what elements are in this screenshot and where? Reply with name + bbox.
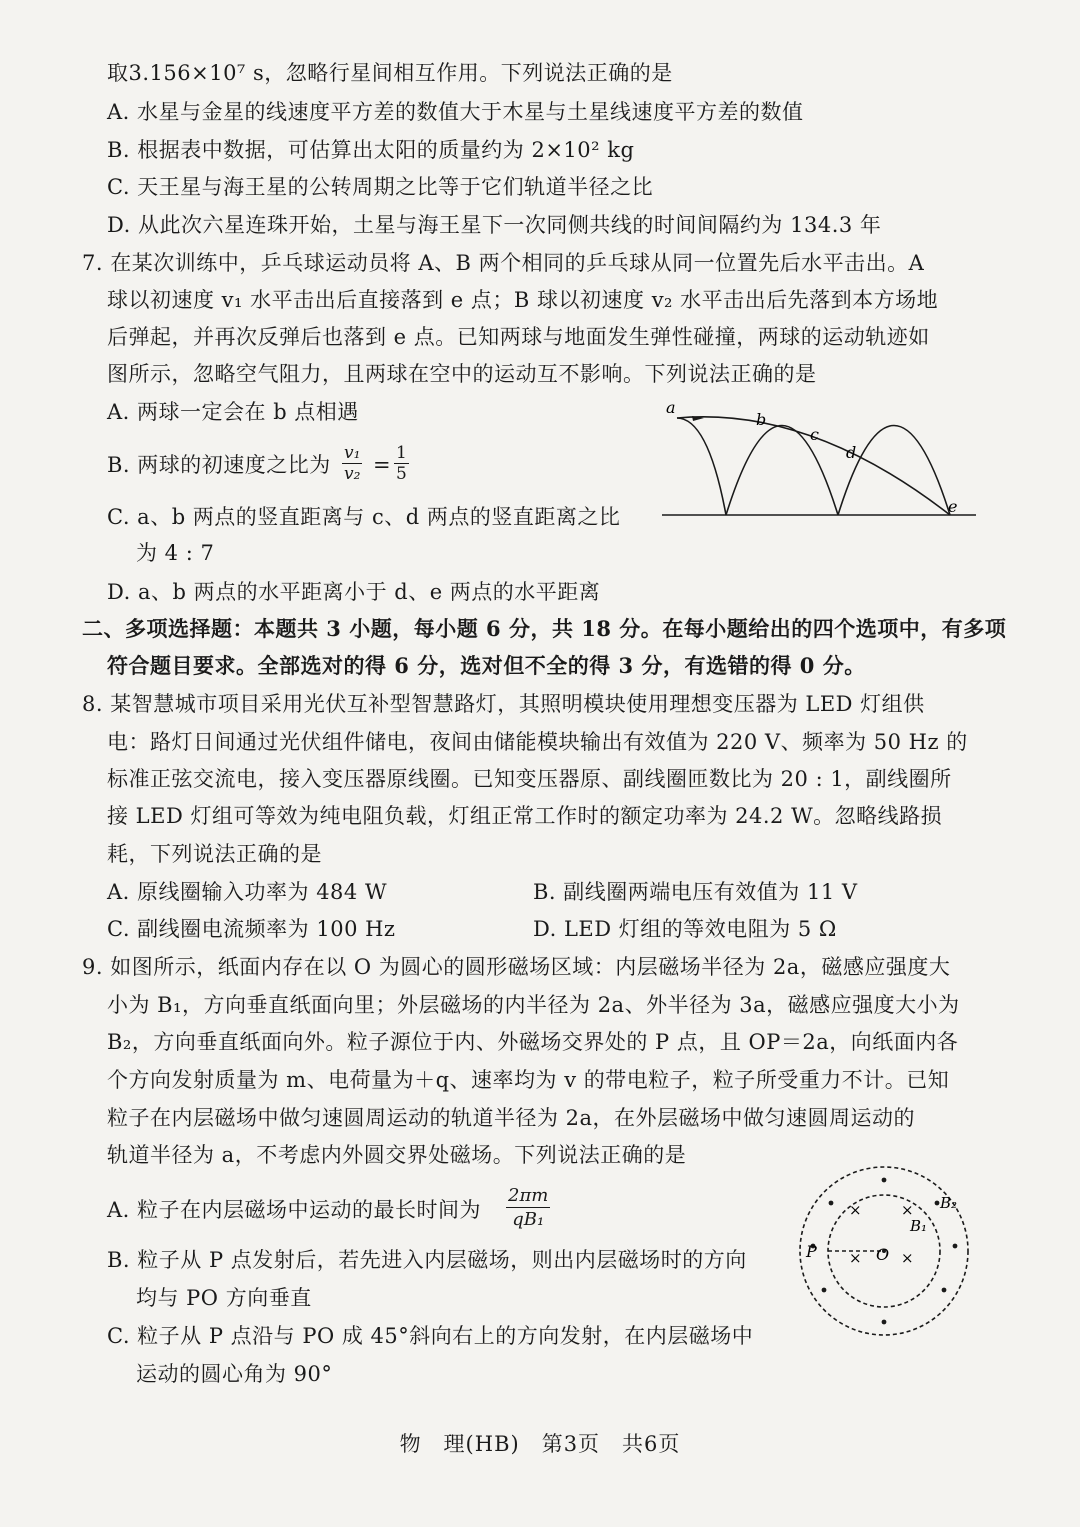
label-c: c [810,425,819,444]
q9-option-b-2: 均与 PO 方向垂直 [136,1286,312,1310]
q9-magnetic-field-figure [786,1140,982,1336]
fraction-denominator: v₂ [344,464,361,484]
q7-option-c-2: 为 4 : 7 [136,541,215,565]
label-b1: B₁ [910,1217,928,1235]
cross-mark: × [901,1201,914,1219]
section-two-heading-2: 符合题目要求。全部选对的得 6 分，选对但不全的得 3 分，有选错的得 0 分。 [107,653,866,678]
fraction-numerator: 2πm [508,1185,549,1206]
fraction-v1-v2 [342,443,362,484]
q7-option-c-1: C. a、b 两点的竖直距离与 c、d 两点的竖直距离之比 [107,505,621,529]
q6-option-b: B. 根据表中数据，可估算出太阳的质量约为 2×10² kg [107,138,635,162]
q8-stem-3: 标准正弦交流电，接入变压器原线圈。已知变压器原、副线圈匝数比为 20 : 1，副线圈所 [107,767,952,791]
page-footer: 物 理(HB) 第3页 共6页 [399,1432,681,1456]
label-e: e [948,497,958,516]
q7-stem-1: 7. 在某次训练中，乒乓球运动员将 A、B 两个相同的乒乓球从同一位置先后水平击出。A [82,251,925,275]
q7-trajectory-figure [660,396,980,524]
fraction-numerator: 1 [396,443,407,463]
section-two-heading-1: 二、多项选择题：本题共 3 小题，每小题 6 分，共 18 分。在每小题给出的四个选项中，有多项 [82,616,1007,641]
q7-stem-4: 图所示，忽略空气阻力，且两球在空中的运动互不影响。下列说法正确的是 [107,362,817,386]
label-a: a [666,398,676,417]
q8-stem-2: 电：路灯日间通过光伏组件储电，夜间由储能模块输出有效值为 220 V、频率为 50 Hz 的 [107,730,968,754]
q7-option-d: D. a、b 两点的水平距离小于 d、e 两点的水平距离 [107,580,601,604]
q7-stem-3: 后弹起，并再次反弹后也落到 e 点。已知两球与地面发生弹性碰撞，两球的运动轨迹如 [107,325,930,349]
q9-option-a: A. 粒子在内层磁场中运动的最长时间为 [107,1198,482,1222]
fraction-2pim-qb1 [506,1184,550,1231]
q9-stem-4: 个方向发射质量为 m、电荷量为＋q、速率均为 v 的带电粒子，粒子所受重力不计。已知 [107,1068,950,1092]
cross-mark: × [849,1201,862,1219]
fraction-1-5 [394,443,409,484]
q7-option-b: B. 两球的初速度之比为 [107,453,331,477]
q8-stem-5: 耗，下列说法正确的是 [107,842,322,866]
label-d: d [846,443,857,462]
label-b2: B₂ [940,1194,958,1212]
label-p: P [806,1242,817,1261]
ball-b-first-arc [677,418,726,515]
q9-option-c-1: C. 粒子从 P 点沿与 PO 成 45°斜向右上的方向发射，在内层磁场中 [107,1324,754,1348]
q8-stem-1: 8. 某智慧城市项目采用光伏互补型智慧路灯，其照明模块使用理想变压器为 LED 灯组供 [82,692,925,716]
fraction-numerator: v₁ [344,443,361,463]
cross-mark: × [849,1249,862,1267]
q6-option-c: C. 天王星与海王星的公转周期之比等于它们轨道半径之比 [107,175,654,199]
q7-stem-2: 球以初速度 v₁ 水平击出后直接落到 e 点；B 球以初速度 v₂ 水平击出后先落到本方场地 [107,288,939,312]
line-1: 取3.156×10⁷ s，忽略行星间相互作用。下列说法正确的是 [107,61,673,85]
q8-option-d: D. LED 灯组的等效电阻为 5 Ω [533,917,837,941]
cross-mark: × [901,1249,914,1267]
q7-option-a: A. 两球一定会在 b 点相遇 [107,400,359,424]
q8-option-a: A. 原线圈输入功率为 484 W [107,880,388,904]
fraction-denominator: 5 [396,464,407,484]
label-o: O [876,1245,890,1264]
equals-sign: = [373,453,392,477]
q8-option-c: C. 副线圈电流频率为 100 Hz [107,917,396,941]
label-b: b [756,410,767,429]
q9-stem-5: 粒子在内层磁场中做匀速圆周运动的轨道半径为 2a，在外层磁场中做匀速圆周运动的 [107,1106,916,1130]
q6-option-a: A. 水星与金星的线速度平方差的数值大于木星与土星线速度平方差的数值 [107,100,804,124]
q8-stem-4: 接 LED 灯组可等效为纯电阻负载，灯组正常工作时的额定功率为 24.2 W。忽略线路损 [107,804,943,828]
q9-option-b-1: B. 粒子从 P 点发射后，若先进入内层磁场，则出内层磁场时的方向 [107,1248,747,1272]
q9-option-c-2: 运动的圆心角为 90° [136,1362,333,1386]
q9-stem-3: B₂，方向垂直纸面向外。粒子源位于内、外磁场交界处的 P 点，且 OP＝2a，向纸面内各 [107,1030,959,1054]
q8-option-b: B. 副线圈两端电压有效值为 11 V [533,880,858,904]
q6-option-d: D. 从此次六星连珠开始，土星与海王星下一次同侧共线的时间间隔约为 134.3 年 [107,213,882,237]
q9-stem-2: 小为 B₁，方向垂直纸面向里；外层磁场的内半径为 2a、外半径为 3a，磁感应强度大小为 [107,993,960,1017]
q9-stem-6: 轨道半径为 a，不考虑内外圆交界处磁场。下列说法正确的是 [107,1143,687,1167]
fraction-denominator: qB₁ [512,1209,545,1230]
q9-stem-1: 9. 如图所示，纸面内存在以 O 为圆心的圆形磁场区域：内层磁场半径为 2a，磁感应强度大 [82,955,951,979]
